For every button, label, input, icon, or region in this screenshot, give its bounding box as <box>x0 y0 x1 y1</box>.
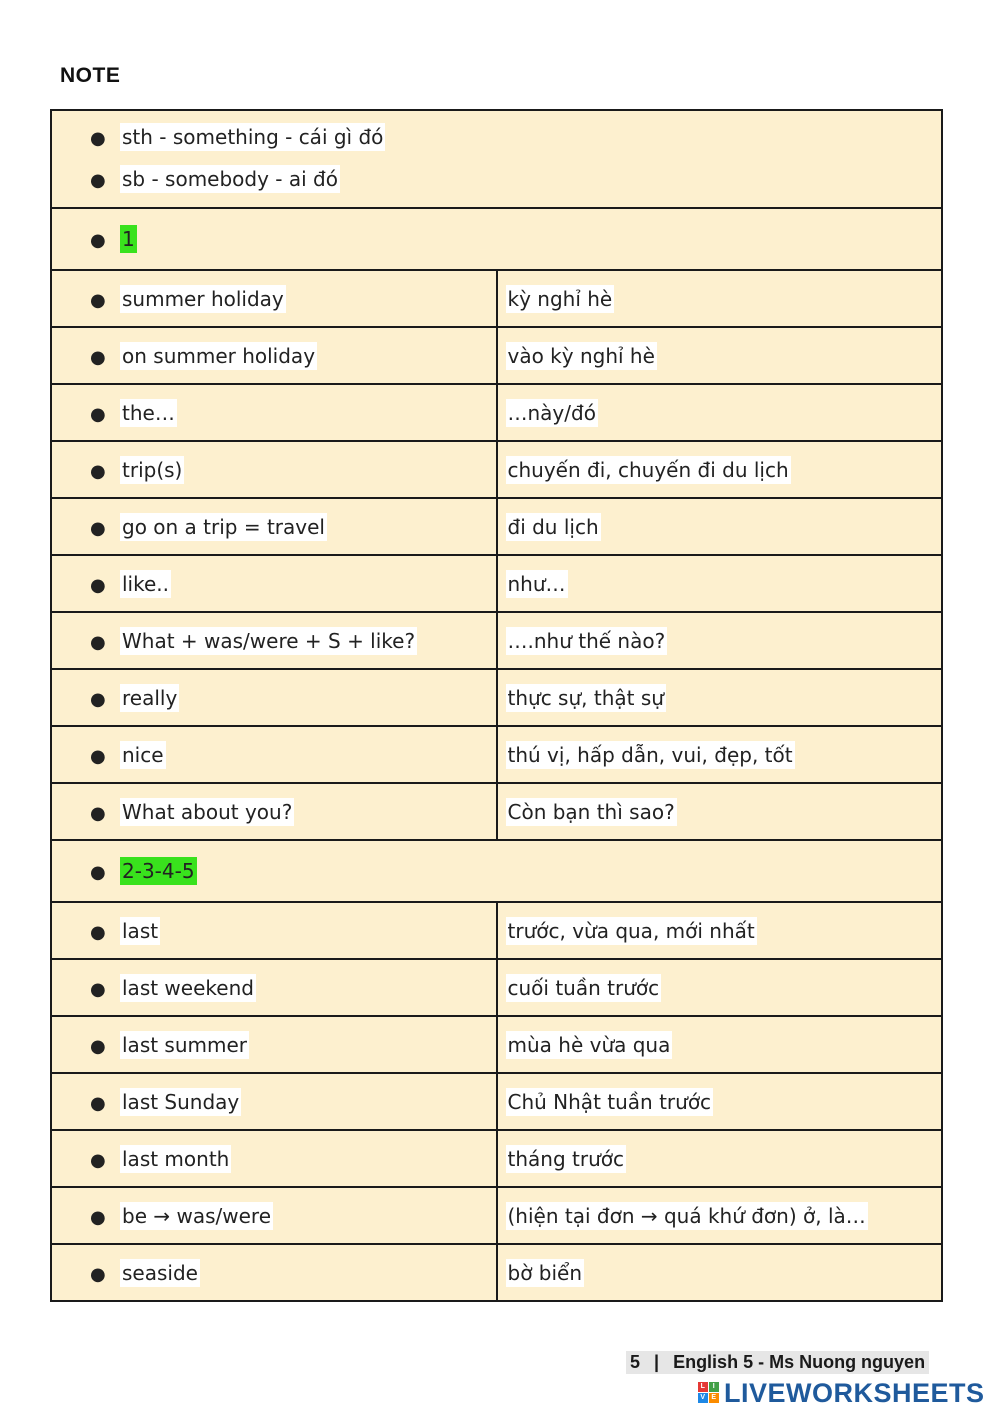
vietnamese-meaning-cell <box>497 1016 943 1073</box>
english-term: last month <box>122 1146 230 1171</box>
table-row <box>51 669 942 726</box>
section-header-row <box>51 208 942 270</box>
brand-name: LIVEWORKSHEETS <box>724 1378 985 1408</box>
vietnamese-meaning: thú vị, hấp dẫn, vui, đẹp, tốt <box>507 742 793 767</box>
english-term: What + was/were + S + like? <box>122 628 416 653</box>
header-row <box>51 110 942 208</box>
bullet-icon: ● <box>90 346 106 368</box>
english-term: on summer holiday <box>122 343 316 368</box>
english-term-cell <box>51 1016 497 1073</box>
english-term: trip(s) <box>122 457 183 482</box>
liveworksheets-logo <box>698 1378 985 1409</box>
table-row <box>51 783 942 840</box>
table-row <box>51 270 942 327</box>
vietnamese-meaning: vào kỳ nghỉ hè <box>507 343 655 368</box>
english-term: summer holiday <box>122 286 284 311</box>
english-term: last weekend <box>122 975 254 1000</box>
table-row <box>51 555 942 612</box>
english-term-cell <box>51 1073 497 1130</box>
vietnamese-meaning: kỳ nghỉ hè <box>507 286 613 311</box>
english-term-cell <box>51 327 497 384</box>
vietnamese-meaning-cell <box>497 327 943 384</box>
section-label: 2-3-4-5 <box>122 859 195 883</box>
vietnamese-meaning-cell <box>497 1187 943 1244</box>
bullet-icon: ● <box>90 460 106 482</box>
vietnamese-meaning-cell <box>497 959 943 1016</box>
table-row <box>51 327 942 384</box>
english-term: last <box>122 918 159 943</box>
table-row <box>51 441 942 498</box>
section-header-cell <box>51 840 942 902</box>
abbreviation-line: ● sth - something - cái gì đó <box>90 117 933 159</box>
table-row <box>51 1187 942 1244</box>
bullet-icon: ● <box>90 517 106 539</box>
table-row <box>51 1073 942 1130</box>
english-term: like.. <box>122 571 170 596</box>
vietnamese-meaning-cell <box>497 783 943 840</box>
english-term-cell <box>51 441 497 498</box>
footer-separator: | <box>654 1352 660 1372</box>
english-term-cell <box>51 612 497 669</box>
vietnamese-meaning: …này/đó <box>507 400 596 425</box>
vietnamese-meaning-cell <box>497 1130 943 1187</box>
vietnamese-meaning: như… <box>507 571 566 596</box>
abbreviation-line: ● sb - somebody - ai đó <box>90 159 933 201</box>
vietnamese-meaning: (hiện tại đơn → quá khứ đơn) ở, là… <box>507 1203 866 1228</box>
vietnamese-meaning: tháng trước <box>507 1146 624 1171</box>
english-term: nice <box>122 742 164 767</box>
bullet-icon: ● <box>90 128 106 149</box>
english-term: the… <box>122 400 175 425</box>
vietnamese-meaning: Còn bạn thì sao? <box>507 799 675 824</box>
page-footer <box>626 1351 929 1374</box>
brand-logo-icon: L I V E <box>698 1382 720 1404</box>
vietnamese-meaning-cell <box>497 669 943 726</box>
vietnamese-meaning-cell <box>497 441 943 498</box>
english-term: really <box>122 685 178 710</box>
bullet-icon: ● <box>90 230 106 251</box>
bullet-icon: ● <box>90 688 106 710</box>
vietnamese-meaning: bờ biển <box>507 1260 583 1285</box>
vietnamese-meaning-cell <box>497 726 943 783</box>
english-term-cell <box>51 783 497 840</box>
english-term-cell <box>51 498 497 555</box>
bullet-icon: ● <box>90 289 106 311</box>
bullet-icon: ● <box>90 1035 106 1057</box>
bullet-icon: ● <box>90 1206 106 1228</box>
english-term-cell <box>51 555 497 612</box>
vietnamese-meaning-cell <box>497 270 943 327</box>
bullet-icon: ● <box>90 1263 106 1285</box>
vietnamese-meaning-cell <box>497 612 943 669</box>
english-term-cell <box>51 959 497 1016</box>
bullet-icon: ● <box>90 574 106 596</box>
english-term: last summer <box>122 1032 248 1057</box>
bullet-icon: ● <box>90 631 106 653</box>
table-row <box>51 1016 942 1073</box>
english-term-cell <box>51 1244 497 1301</box>
footer-text: English 5 - Ms Nuong nguyen <box>673 1352 926 1372</box>
table-row <box>51 384 942 441</box>
english-term-cell <box>51 726 497 783</box>
english-term: What about you? <box>122 799 293 824</box>
vietnamese-meaning: thực sự, thật sự <box>507 685 664 710</box>
vietnamese-meaning: cuối tuần trước <box>507 975 660 1000</box>
vietnamese-meaning: chuyến đi, chuyến đi du lịch <box>507 457 789 482</box>
bullet-icon: ● <box>90 1149 106 1171</box>
table-row <box>51 1244 942 1301</box>
english-term-cell <box>51 384 497 441</box>
vietnamese-meaning-cell <box>497 498 943 555</box>
table-row <box>51 959 942 1016</box>
vocabulary-table <box>50 109 943 1302</box>
english-term: be → was/were <box>122 1203 271 1228</box>
vietnamese-meaning: trước, vừa qua, mới nhất <box>507 918 755 943</box>
english-term-cell <box>51 1130 497 1187</box>
page-number: 5 <box>630 1352 641 1372</box>
abbreviation-cell <box>51 110 942 208</box>
vietnamese-meaning: ….như thế nào? <box>507 628 666 653</box>
bullet-icon: ● <box>90 978 106 1000</box>
vietnamese-meaning-cell <box>497 1073 943 1130</box>
table-row <box>51 498 942 555</box>
english-term-cell <box>51 270 497 327</box>
table-row <box>51 726 942 783</box>
vietnamese-meaning-cell <box>497 555 943 612</box>
table-row <box>51 1130 942 1187</box>
section-header-cell <box>51 208 942 270</box>
english-term-cell <box>51 669 497 726</box>
english-term-cell <box>51 1187 497 1244</box>
bullet-icon: ● <box>90 1092 106 1114</box>
vietnamese-meaning: mùa hè vừa qua <box>507 1032 671 1057</box>
table-row <box>51 902 942 959</box>
bullet-icon: ● <box>90 403 106 425</box>
english-term: seaside <box>122 1260 198 1285</box>
vietnamese-meaning: Chủ Nhật tuần trước <box>507 1089 712 1114</box>
bullet-icon: ● <box>90 862 106 883</box>
section-header-row <box>51 840 942 902</box>
vietnamese-meaning-cell <box>497 384 943 441</box>
page-title: NOTE <box>60 64 121 87</box>
bullet-icon: ● <box>90 921 106 943</box>
english-term-cell <box>51 902 497 959</box>
table-row <box>51 612 942 669</box>
bullet-icon: ● <box>90 745 106 767</box>
english-term: go on a trip = travel <box>122 514 325 539</box>
vietnamese-meaning-cell <box>497 902 943 959</box>
section-label: 1 <box>122 227 135 251</box>
vietnamese-meaning-cell <box>497 1244 943 1301</box>
english-term: last Sunday <box>122 1089 240 1114</box>
bullet-icon: ● <box>90 802 106 824</box>
bullet-icon: ● <box>90 170 106 191</box>
vietnamese-meaning: đi du lịch <box>507 514 599 539</box>
